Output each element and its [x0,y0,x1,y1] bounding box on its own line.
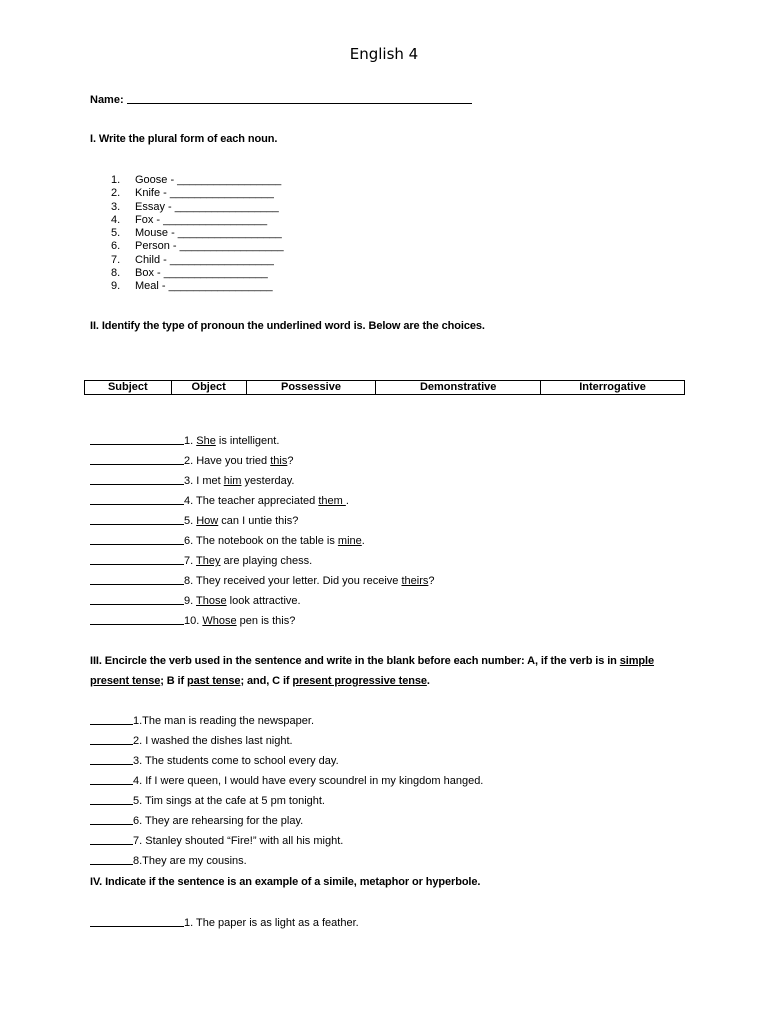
verb-items [90,711,483,871]
simple-present-tense: simple present tense [90,655,655,687]
verb-item [90,751,483,771]
underlined-word: She [196,435,216,447]
pronoun-item [90,591,435,611]
verb-item [90,711,483,731]
item-text: Fox - _________________ [135,213,268,226]
answer-blank[interactable] [90,452,184,465]
plural-item [111,227,284,240]
sentence-post: can I untie this? [218,515,299,527]
answer-blank[interactable] [90,592,184,605]
plural-item [111,201,284,214]
choices-row [85,381,685,395]
item-text: 1.The man is reading the newspaper. [133,715,315,727]
item-text: 5. Tim sings at the cafe at 5 pm tonight. [133,795,325,807]
page-title: English 4 [349,45,419,63]
item-text: Person - _________________ [135,240,284,253]
answer-blank[interactable] [90,792,133,805]
item-text: Essay - _________________ [135,200,279,213]
choice-demonstrative: Demonstrative [376,381,541,395]
verb-item [90,791,483,811]
answer-blank[interactable] [90,832,133,845]
section-3-heading-part2: ; B if [160,675,188,687]
name-field-row [90,93,472,106]
answer-blank[interactable] [90,752,133,765]
answer-blank[interactable] [90,732,133,745]
underlined-word: him [223,475,242,487]
item-number: 1. [111,174,121,186]
underlined-word: Whose [202,615,237,627]
underlined-word: How [196,515,219,527]
verb-item [90,771,483,791]
sentence-pre: The notebook on the table is [196,535,338,547]
answer-blank[interactable] [90,612,184,625]
pronoun-item [90,551,435,571]
item-number: 8. [184,575,197,587]
item-number: 2. [111,187,121,200]
item-number: 3. [184,475,197,487]
item-number: 4. [184,495,197,507]
section-2-heading: II. Identify the type of pronoun the underlined word is. Below are the choices. [90,320,485,332]
underlined-word: They [196,555,221,567]
item-number: 10. [184,615,203,627]
item-number: 5. [184,515,197,527]
section-3-heading-part4: . [426,675,430,687]
item-text: Box - _________________ [135,267,268,280]
choice-interrogative: Interrogative [541,381,685,395]
sentence-post: . [361,535,365,547]
pronoun-item [90,571,435,591]
verb-item [90,731,483,751]
plural-item [111,267,284,280]
answer-blank[interactable] [90,552,184,565]
pronoun-item [90,611,435,631]
item-text: Goose - _________________ [135,174,282,186]
answer-blank[interactable] [90,432,184,445]
sentence-post: is intelligent. [215,435,280,447]
verb-item [90,811,483,831]
item-number: 9. [111,280,121,293]
item-text: 4. If I were queen, I would have every scoundrel in my kingdom hanged. [133,775,484,787]
underlined-word: mine [337,535,362,547]
answer-blank[interactable] [90,712,133,725]
sentence-post: . [345,495,349,507]
sentence-post: ? [287,455,294,467]
item-number: 4. [111,213,121,226]
section-3-heading-part3: ; and, C if [240,675,293,687]
underlined-word: Those [196,595,227,607]
pronoun-items [90,431,435,631]
answer-blank[interactable] [90,852,133,865]
pronoun-item [90,531,435,551]
sentence-pre: Have you tried [196,455,271,467]
plural-item [111,187,284,200]
item-text: 6. They are rehearsing for the play. [133,815,304,827]
sentence-post: are playing chess. [220,555,313,567]
item-text: 1. The paper is as light as a feather. [184,917,359,929]
item-text: 8.They are my cousins. [133,855,247,867]
sentence-pre: I met [196,475,224,487]
name-label: Name: [90,94,124,106]
sentence-post: yesterday. [241,475,295,487]
pronoun-item [90,511,435,531]
verb-item [90,851,483,871]
item-number: 8. [111,267,121,280]
choice-possessive: Possessive [246,381,376,395]
section-3-heading-part1: III. Encircle the verb used in the sentence and write in the blank before each number: A, if the verb is in [90,655,620,667]
plural-item [111,214,284,227]
answer-blank[interactable] [90,532,184,545]
item-text: 2. I washed the dishes last night. [133,735,293,747]
pronoun-item [90,431,435,451]
item-number: 2. [184,455,197,467]
item-number: 5. [111,227,121,240]
section-3-heading [90,651,690,691]
answer-blank[interactable] [90,812,133,825]
plural-item [111,280,284,293]
figure-item [90,913,359,933]
plural-item [111,254,284,267]
section-4-heading: IV. Indicate if the sentence is an example of a simile, metaphor or hyperbole. [90,876,481,888]
sentence-pre: The teacher appreciated [196,495,319,507]
choice-object: Object [171,381,246,395]
past-tense: past tense [187,675,241,687]
underlined-word: them [318,495,346,507]
sentence-post: look attractive. [226,595,301,607]
plural-item [111,174,284,187]
item-text: Child - _________________ [135,253,274,266]
answer-blank[interactable] [90,512,184,525]
answer-blank[interactable] [90,914,184,927]
item-text: Meal - _________________ [135,280,273,293]
section-1-heading: I. Write the plural form of each noun. [90,133,278,145]
plural-item [111,240,284,253]
item-number: 7. [111,253,121,266]
sentence-pre: They received your letter. Did you receive [196,575,402,587]
item-number: 6. [184,535,197,547]
item-text: Knife - _________________ [135,187,274,200]
item-number: 7. [184,555,197,567]
item-text: Mouse - _________________ [135,227,282,240]
answer-blank[interactable] [90,572,184,585]
item-text: 7. Stanley shouted “Fire!” with all his might. [133,835,344,847]
underlined-word: this [270,455,288,467]
pronoun-choices-table [84,380,685,395]
present-progressive-tense: present progressive tense [292,675,427,687]
underlined-word: theirs [401,575,429,587]
pronoun-item [90,491,435,511]
item-text: 3. The students come to school every day. [133,755,339,767]
item-number: 6. [111,240,121,253]
pronoun-item [90,451,435,471]
item-number: 9. [184,595,197,607]
name-blank[interactable] [127,93,472,104]
pronoun-item [90,471,435,491]
figure-of-speech-items [90,913,359,933]
verb-item [90,831,483,851]
item-number: 3. [111,200,121,213]
choice-subject: Subject [85,381,172,395]
answer-blank[interactable] [90,472,184,485]
plural-list [111,174,284,294]
sentence-post: ? [428,575,435,587]
sentence-post: pen is this? [236,615,296,627]
item-number: 1. [184,435,197,447]
answer-blank[interactable] [90,772,133,785]
answer-blank[interactable] [90,492,184,505]
